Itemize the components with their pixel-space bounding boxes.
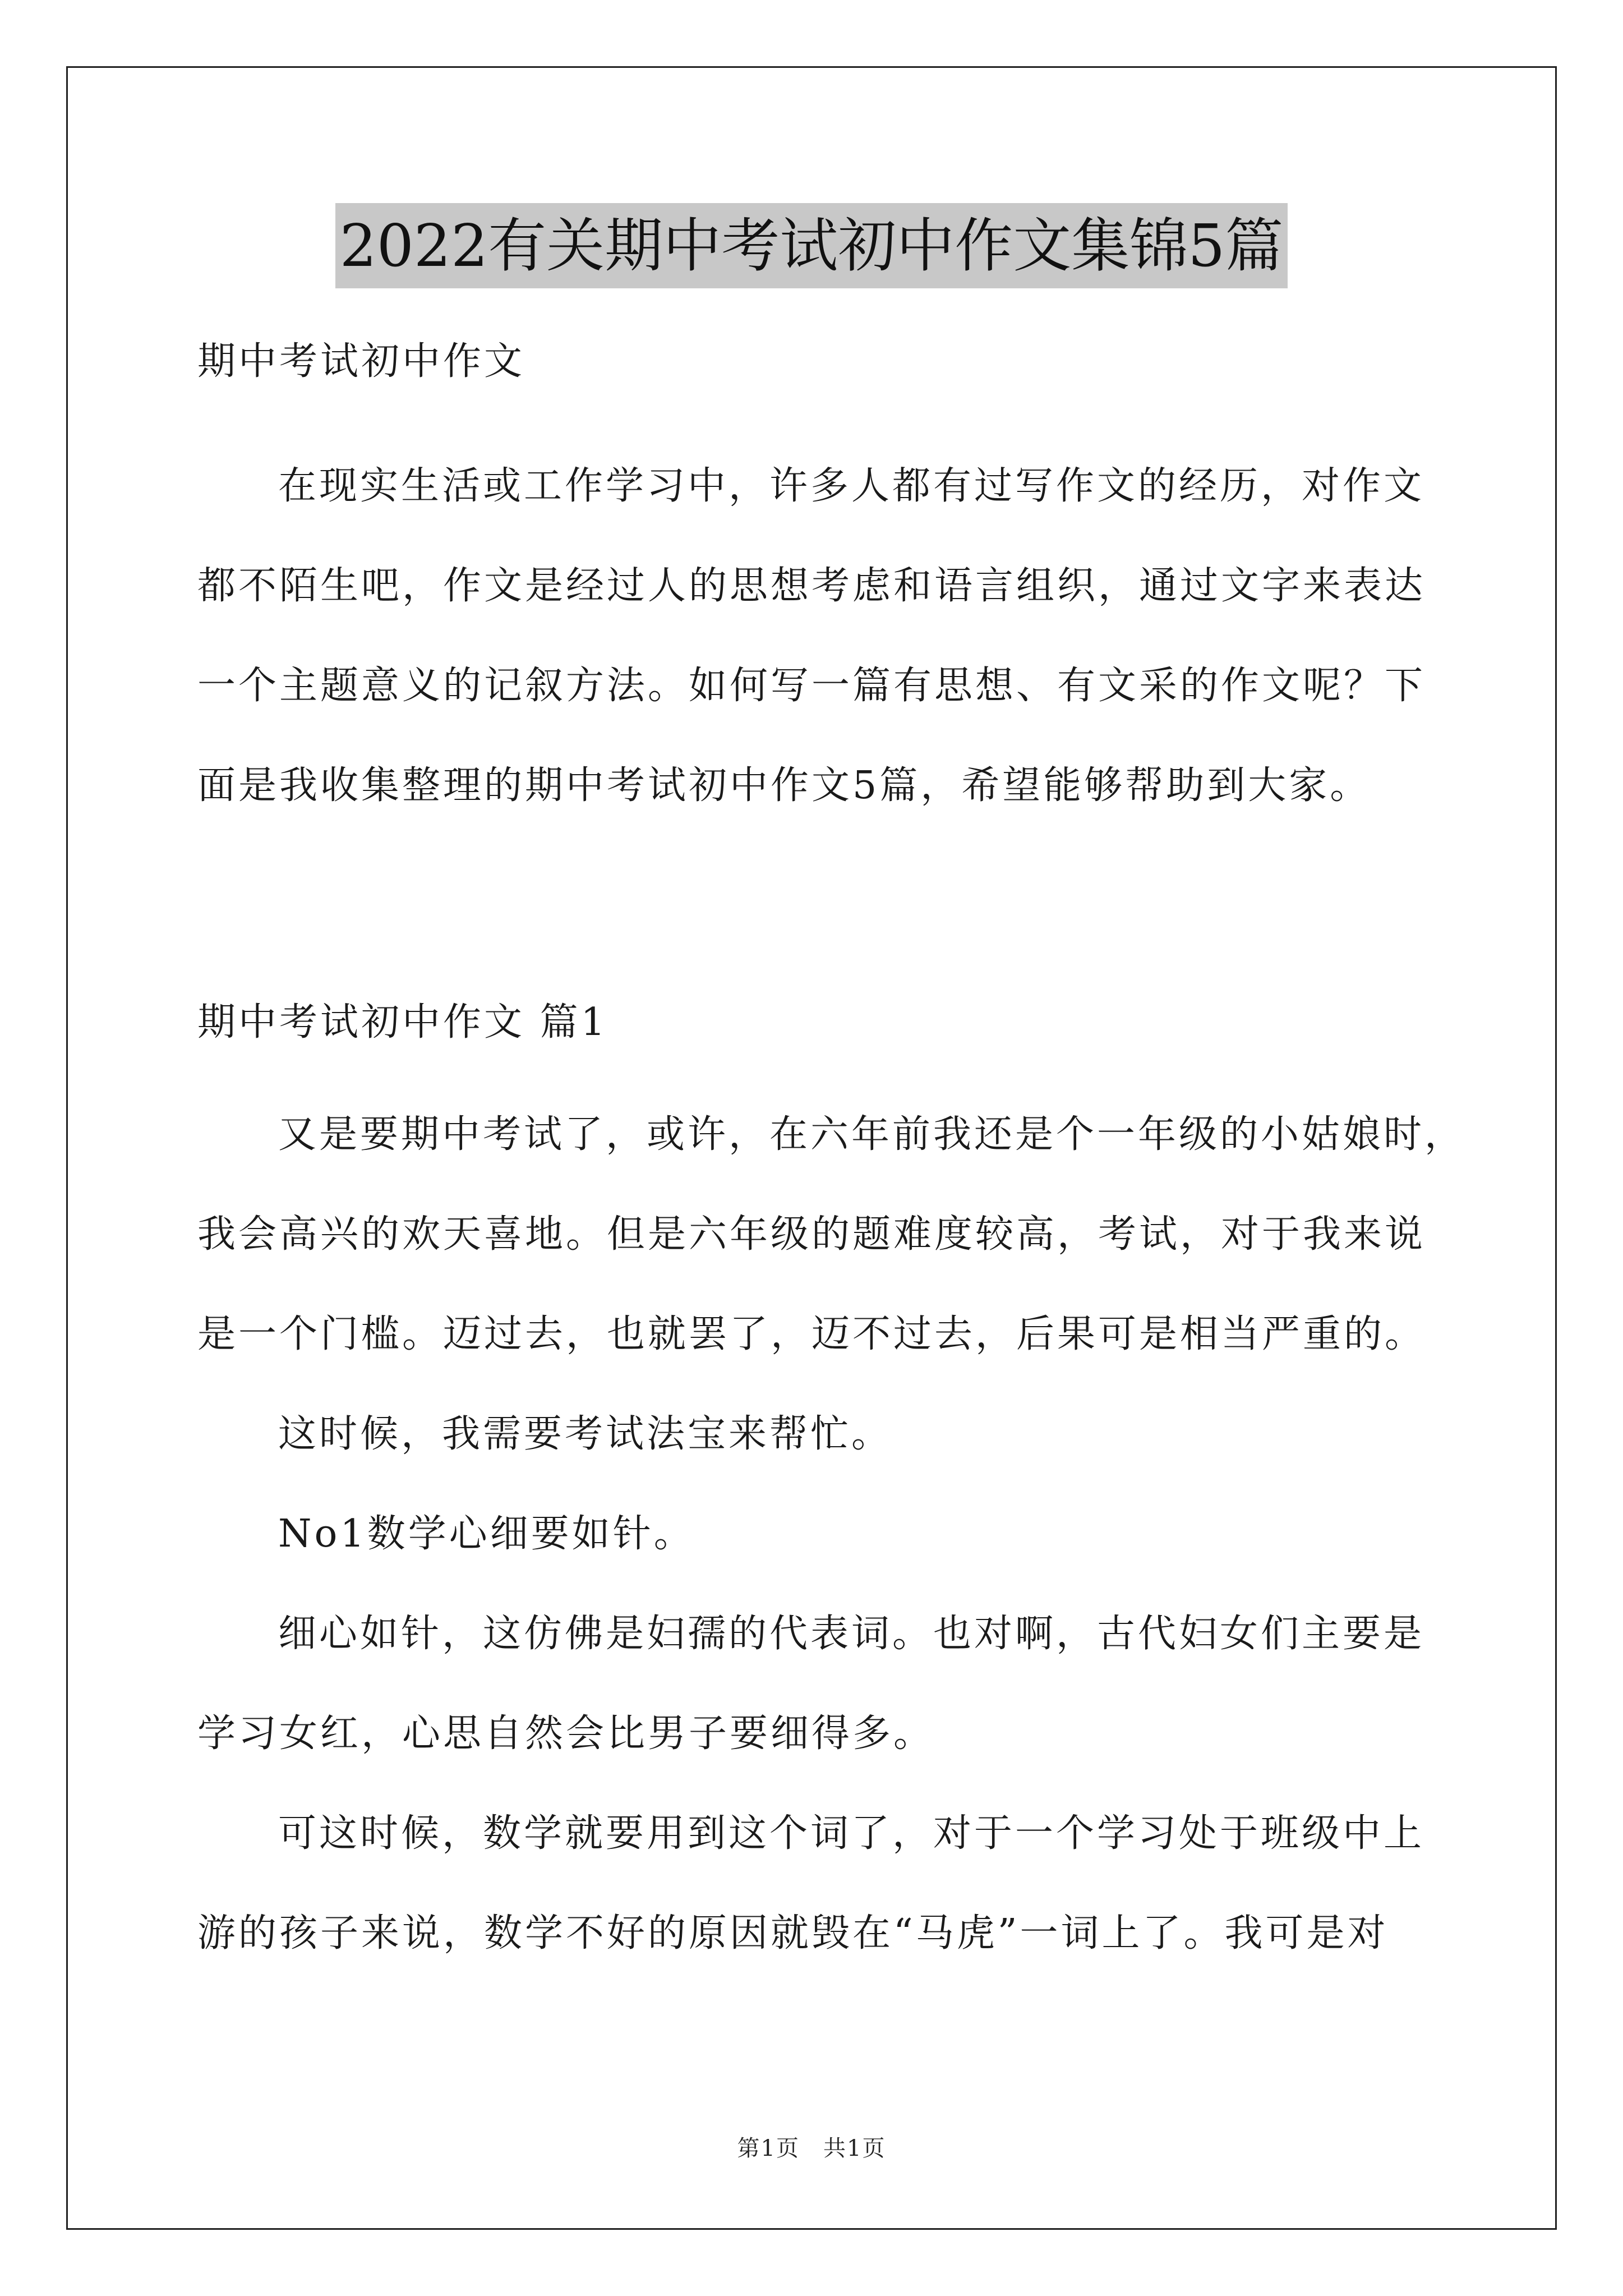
paragraph-line: 可这时候，数学就要用到这个词了，对于一个学习处于班级中上: [278, 1811, 1425, 1856]
paragraph-line: 我会高兴的欢天喜地。但是六年级的题难度较高，考试，对于我来说: [197, 1212, 1426, 1257]
paragraph-line: 这时候，我需要考试法宝来帮忙。: [278, 1412, 893, 1456]
paragraph-line: 是一个门槛。迈过去，也就罢了，迈不过去，后果可是相当严重的。: [197, 1312, 1426, 1356]
paragraph-line: 学习女红，心思自然会比男子要细得多。: [197, 1711, 935, 1756]
paragraph-line: 面是我收集整理的期中考试初中作文5篇，希望能够帮助到大家。: [197, 763, 1371, 808]
title-container: [0, 203, 1623, 288]
paragraph-line: 游的孩子来说，数学不好的原因就毁在“马虎”一词上了。我可是对: [197, 1911, 1389, 1955]
document-title: 2022有关期中考试初中作文集锦5篇: [335, 203, 1288, 288]
page-footer: 第1页 共1页: [737, 2136, 886, 2161]
paragraph-line: 在现实生活或工作学习中，许多人都有过写作文的经历，对作文: [278, 464, 1425, 508]
section-heading: 期中考试初中作文 篇1: [197, 1000, 608, 1045]
paragraph-line: 都不陌生吧，作文是经过人的思想考虑和语言组织，通过文字来表达: [197, 564, 1426, 608]
paragraph-line: 又是要期中考试了，或许，在六年前我还是个一年级的小姑娘时，: [278, 1112, 1466, 1157]
paragraph-line: 一个主题意义的记叙方法。如何写一篇有思想、有文采的作文呢？下: [197, 664, 1426, 708]
section-heading: 期中考试初中作文: [197, 339, 525, 384]
paragraph-line: No1数学心细要如针。: [278, 1512, 695, 1556]
paragraph-line: 细心如针，这仿佛是妇孺的代表词。也对啊，古代妇女们主要是: [278, 1612, 1425, 1656]
